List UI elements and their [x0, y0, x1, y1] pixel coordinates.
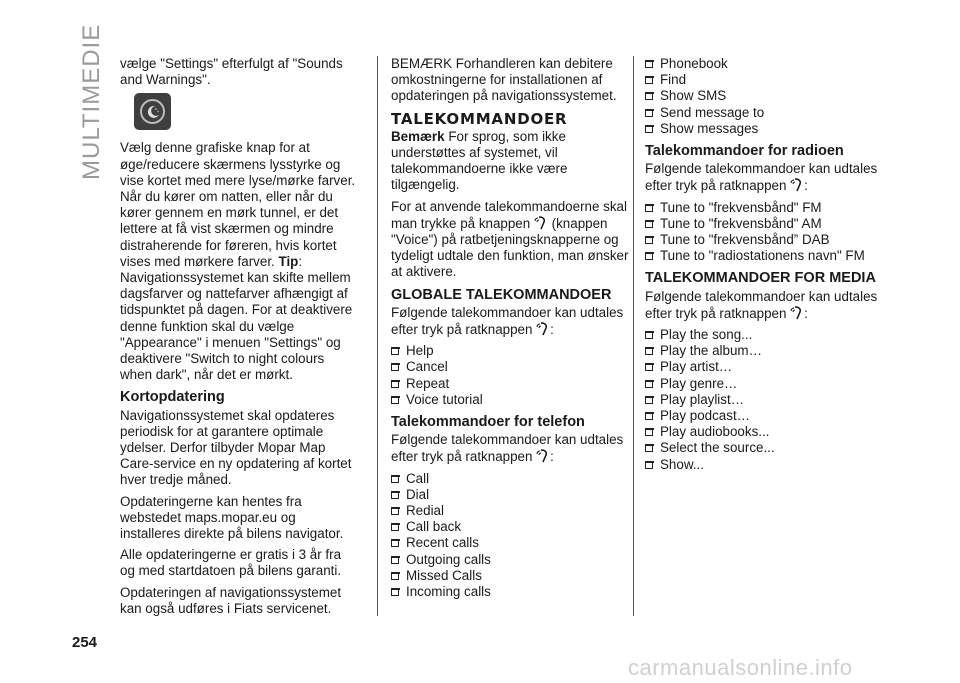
column-divider	[633, 56, 634, 616]
command-text: Call	[406, 470, 430, 486]
note-text: For sprog, som ikke understøttes af systemet, vil talekommandoerne ikke være tilgængelig.	[391, 128, 568, 193]
command-list-item	[645, 359, 885, 375]
checkbox-bullet-icon	[645, 204, 655, 212]
command-text: Tune to "frekvensbånd" AM	[660, 215, 822, 231]
watermark: carmanualsonline.info	[628, 655, 853, 680]
checkbox-bullet-icon	[645, 92, 655, 100]
command-text: Play genre…	[660, 375, 738, 391]
checkbox-bullet-icon	[645, 363, 655, 371]
command-list-item	[391, 552, 631, 568]
checkbox-bullet-icon	[391, 475, 401, 483]
checkbox-bullet-icon	[391, 556, 401, 564]
phone-command-list	[391, 471, 631, 601]
paragraph-text: : Navigationssystemet kan skifte mellem dagsfarver og nattefarver afhængigt af tidspunktet på dagen. For at deaktivere denne funktion skal du vælge "Appearance" i menuen "Settings" og deaktivere "Switch to night colours when dark", når det er mørkt.	[120, 253, 353, 383]
command-list-item	[645, 343, 885, 359]
checkbox-bullet-icon	[391, 507, 401, 515]
checkbox-bullet-icon	[391, 491, 401, 499]
note-label: Bemærk	[391, 128, 445, 144]
intro-text-body: Følgende talekommandoer kan udtales efter tryk på ratknappen	[391, 432, 624, 465]
command-text: Show...	[660, 456, 704, 472]
checkbox-bullet-icon	[645, 236, 655, 244]
command-text: Tune to "frekvensbånd" FM	[660, 199, 822, 215]
checkbox-bullet-icon	[645, 60, 655, 68]
command-text: Select the source...	[660, 440, 775, 456]
command-list-item	[645, 248, 885, 264]
command-list-item	[645, 392, 885, 408]
heading-media-voice-commands: TALEKOMMANDOER FOR MEDIA	[645, 270, 876, 287]
checkbox-bullet-icon	[645, 380, 655, 388]
command-text: Dial	[406, 486, 430, 502]
heading-global-voice-commands: GLOBALE TALEKOMMANDOER	[391, 286, 612, 303]
command-text: Play artist…	[660, 359, 733, 375]
command-list-item	[645, 440, 885, 456]
command-text: Tune to "radiostationens navn" FM	[660, 248, 865, 264]
command-text: Tune to "frekvensbånd” DAB	[660, 232, 830, 248]
checkbox-bullet-icon	[391, 539, 401, 547]
command-list-item	[645, 200, 885, 216]
command-list-item	[645, 232, 885, 248]
command-list-item	[391, 343, 631, 359]
command-list-item	[391, 503, 631, 519]
command-text: Cancel	[406, 359, 448, 375]
command-list-item	[645, 105, 885, 121]
command-list-item	[391, 376, 631, 392]
heading-radio-voice-commands: Talekommandoer for radioen	[645, 143, 844, 160]
radio-command-list	[645, 200, 885, 265]
voice-button-icon	[536, 448, 550, 464]
command-list-item	[645, 72, 885, 88]
paragraph: Opdateringen af navigationssystemet kan også udføres i Fiats servicenet.	[120, 584, 342, 616]
paragraph: Alle opdateringerne er gratis i 3 år fra og med startdatoen på bilens garanti.	[120, 547, 342, 579]
command-list-item	[645, 56, 885, 72]
command-list-item	[645, 88, 885, 104]
command-list-item	[645, 121, 885, 137]
voice-button-icon	[790, 177, 804, 193]
command-text: Show SMS	[660, 88, 727, 104]
checkbox-bullet-icon	[645, 347, 655, 355]
page-number: 254	[72, 634, 98, 651]
column-1	[120, 56, 358, 622]
command-text: Play the album…	[660, 343, 762, 359]
intro-text-body: Følgende talekommandoer kan udtales efter tryk på ratknappen	[645, 161, 878, 194]
command-list-item	[645, 424, 885, 440]
voice-button-icon	[534, 215, 548, 231]
paragraph	[120, 140, 358, 383]
phone-command-list-continued	[645, 56, 885, 137]
command-text: Help	[406, 343, 434, 359]
paragraph: Opdateringerne kan hentes fra webstedet maps.mopar.eu og installeres direkte på bilens navigator.	[120, 493, 344, 542]
command-list-item	[645, 216, 885, 232]
heading-phone-voice-commands: Talekommandoer for telefon	[391, 414, 585, 431]
checkbox-bullet-icon	[391, 588, 401, 596]
command-list-item	[645, 457, 885, 473]
command-list-item	[391, 519, 631, 535]
command-text: Play the song...	[660, 327, 753, 343]
command-text: Play podcast…	[660, 408, 751, 424]
checkbox-bullet-icon	[645, 252, 655, 260]
command-list-item	[391, 359, 631, 375]
checkbox-bullet-icon	[645, 412, 655, 420]
intro-text	[391, 305, 631, 338]
command-text: Send message to	[660, 104, 765, 120]
checkbox-bullet-icon	[645, 331, 655, 339]
column-2	[391, 56, 631, 606]
checkbox-bullet-icon	[645, 461, 655, 469]
command-text: Incoming calls	[406, 584, 491, 600]
command-list-item	[645, 408, 885, 424]
paragraph-text: (knappen "Voice") på ratbetjeningsknapperne og tydeligt udtale den funktion, man ønsker at aktivere.	[391, 215, 629, 280]
checkbox-bullet-icon	[645, 76, 655, 84]
command-text: Show messages	[660, 120, 759, 136]
night-mode-moon-icon	[134, 93, 171, 130]
intro-text	[645, 289, 885, 322]
command-list-item	[391, 487, 631, 503]
heading-map-update: Kortopdatering	[120, 389, 225, 406]
colon: :	[804, 178, 808, 194]
intro-text-body: Følgende talekommandoer kan udtales efter tryk på ratknappen	[391, 304, 624, 338]
command-text: Find	[660, 72, 687, 88]
checkbox-bullet-icon	[391, 396, 401, 404]
checkbox-bullet-icon	[391, 363, 401, 371]
intro-text-body: Følgende talekommandoer kan udtales efter tryk på ratknappen	[645, 288, 878, 321]
voice-button-icon	[536, 321, 550, 337]
section-side-title-text: MULTIMEDIE	[78, 23, 105, 180]
paragraph	[391, 199, 631, 281]
command-list-item	[391, 392, 631, 408]
checkbox-bullet-icon	[645, 444, 655, 452]
checkbox-bullet-icon	[391, 572, 401, 580]
checkbox-bullet-icon	[645, 125, 655, 133]
colon: :	[804, 305, 808, 321]
checkbox-bullet-icon	[645, 220, 655, 228]
command-text: Play playlist…	[660, 391, 745, 407]
command-list-item	[645, 327, 885, 343]
command-list-item	[391, 584, 631, 600]
paragraph-text: For at anvende talekommandoerne skal man trykke på knappen	[391, 198, 627, 231]
command-list-item	[645, 376, 885, 392]
command-text: Call back	[406, 519, 462, 535]
paragraph: BEMÆRK Forhandleren kan debitere omkostningerne for installationen af opdateringen på navigationssystemet.	[391, 56, 617, 104]
command-list-item	[391, 568, 631, 584]
colon: :	[550, 322, 554, 338]
command-text: Outgoing calls	[406, 551, 491, 567]
checkbox-bullet-icon	[645, 396, 655, 404]
command-text: Play audiobooks...	[660, 424, 770, 440]
command-text: Voice tutorial	[406, 391, 483, 407]
command-list-item	[391, 471, 631, 487]
checkbox-bullet-icon	[391, 523, 401, 531]
intro-text	[391, 432, 631, 465]
command-text: Repeat	[406, 375, 450, 391]
command-text: Phonebook	[660, 56, 728, 71]
heading-voice-commands: TALEKOMMANDOER	[391, 109, 568, 128]
paragraph: Navigationssystemet skal opdateres periodisk for at garantere optimale ydelser. Derfor tilbyder Mopar Map Care-service en ny opdatering af kortet hver tredje måned.	[120, 407, 352, 488]
column-3	[645, 56, 885, 479]
command-list-item	[391, 535, 631, 551]
paragraph-text: Vælg denne grafiske knap for at øge/reducere skærmens lysstyrke og vise kortet med mere lyse/mørke farver. Når du kører om natten, eller når du kører gennem en mørk tunnel, er det lettere at få vist skærmen og mindre distraherende for føreren, hvis kortet vises med mørkere farver.	[120, 140, 356, 269]
checkbox-bullet-icon	[391, 380, 401, 388]
global-command-list	[391, 343, 631, 408]
checkbox-bullet-icon	[391, 347, 401, 355]
checkbox-bullet-icon	[645, 428, 655, 436]
command-text: Redial	[406, 503, 444, 519]
voice-button-icon	[790, 305, 804, 321]
column-divider	[377, 56, 378, 616]
command-text: Recent calls	[406, 535, 479, 551]
colon: :	[550, 449, 554, 465]
command-text: Missed Calls	[406, 567, 482, 583]
intro-text	[645, 161, 885, 194]
tip-label: Tip	[278, 253, 299, 269]
paragraph: vælge "Settings" efterfulgt af "Sounds and Warnings".	[120, 56, 343, 88]
note	[391, 129, 631, 194]
checkbox-bullet-icon	[645, 109, 655, 117]
media-command-list	[645, 327, 885, 473]
